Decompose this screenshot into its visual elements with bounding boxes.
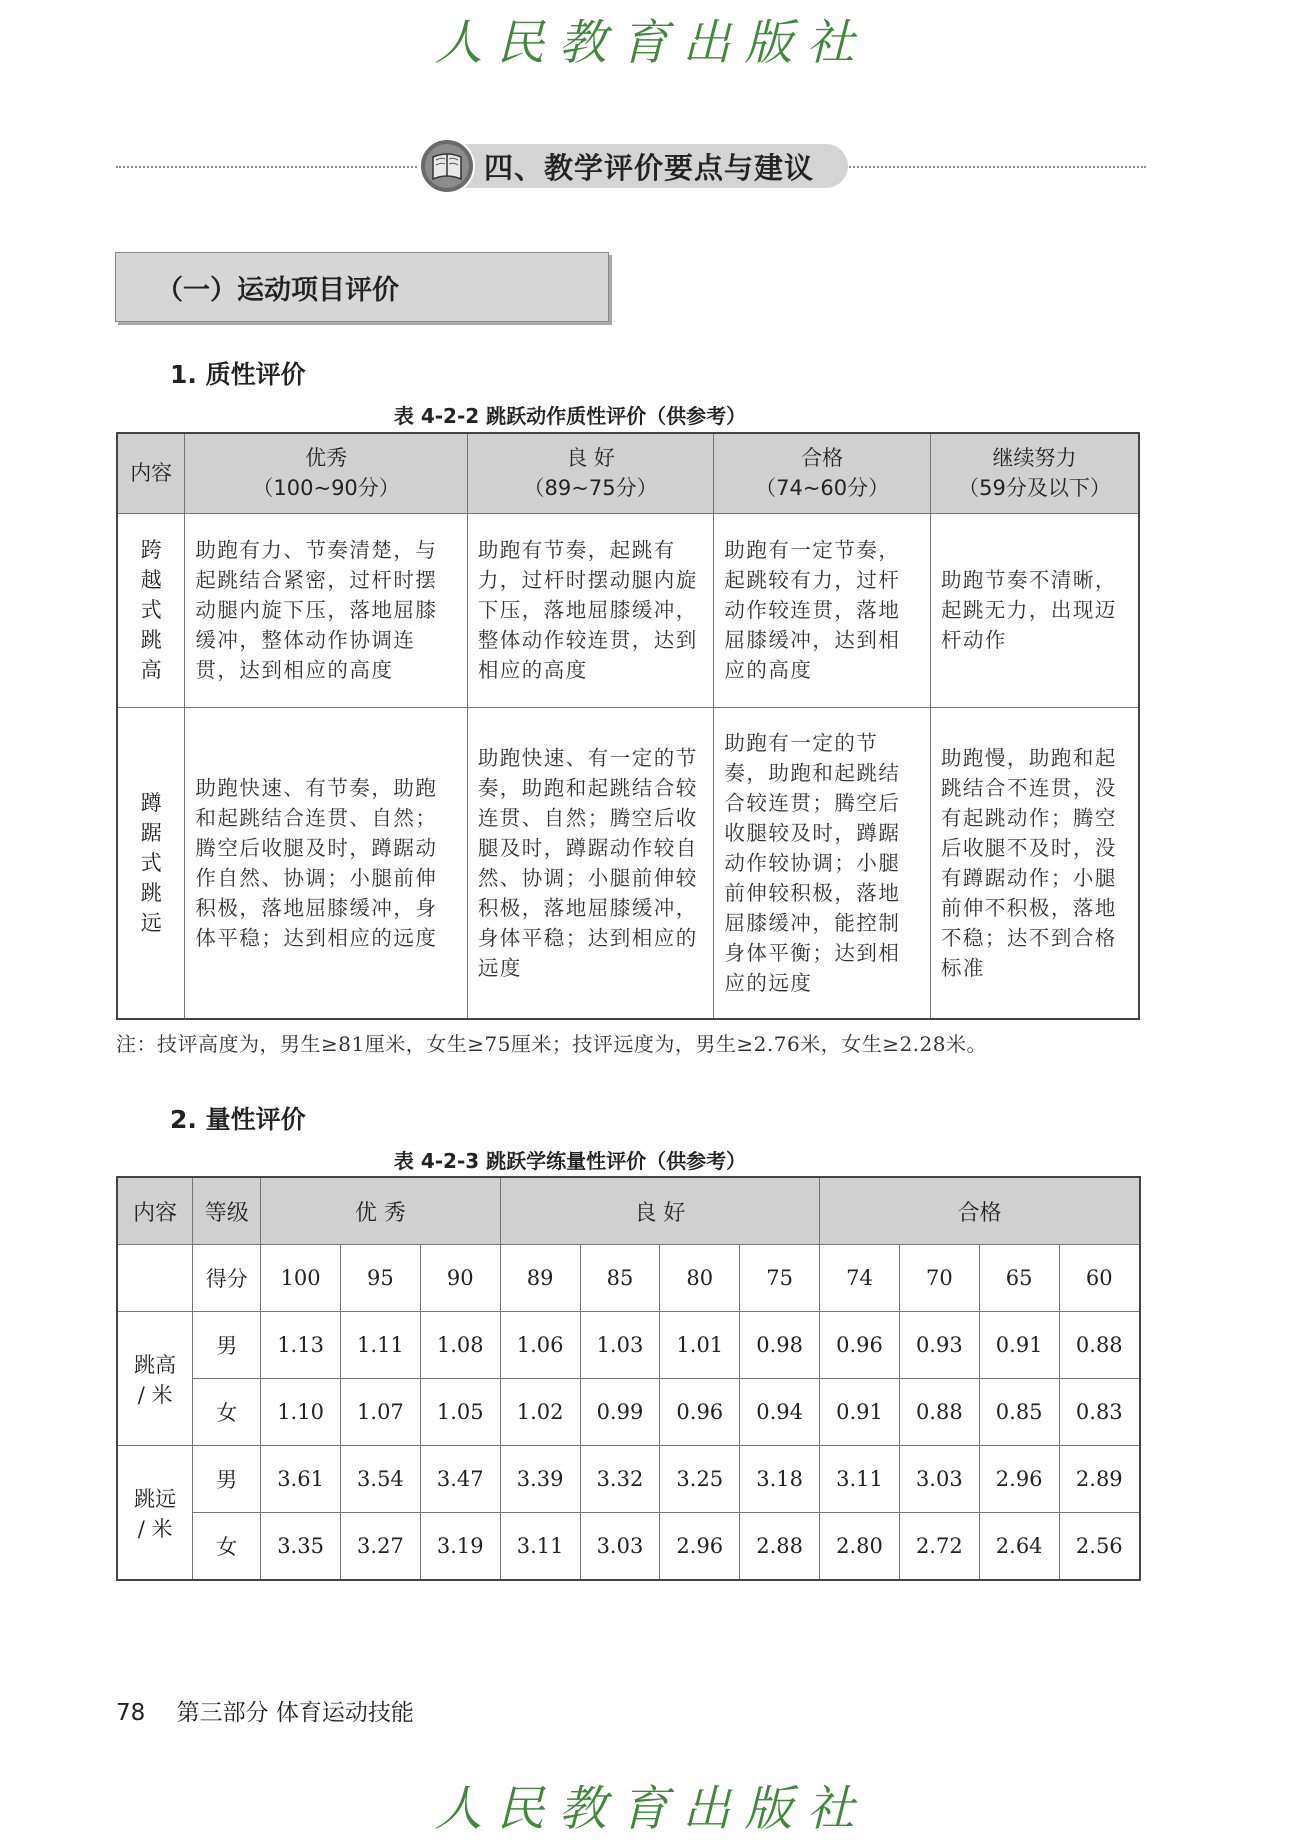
table-cell: 1.13 bbox=[261, 1312, 341, 1379]
table-cell: 2.56 bbox=[1059, 1513, 1140, 1581]
score-cell: 85 bbox=[580, 1245, 660, 1312]
score-label: 得分 bbox=[193, 1245, 261, 1312]
table-cell: 0.96 bbox=[820, 1312, 900, 1379]
table-row bbox=[117, 513, 1139, 707]
section-title: 四、教学评价要点与建议 bbox=[484, 150, 815, 185]
table-cell: 2.89 bbox=[1059, 1446, 1140, 1513]
table-cell: 1.05 bbox=[420, 1379, 500, 1446]
table-cell: 2.88 bbox=[740, 1513, 820, 1581]
dotted-divider-right bbox=[846, 166, 1146, 168]
table-cell: 1.02 bbox=[500, 1379, 580, 1446]
table-row bbox=[117, 1513, 1140, 1581]
table-cell: 3.18 bbox=[740, 1446, 820, 1513]
table-cell: 3.32 bbox=[580, 1446, 660, 1513]
table-cell: 0.85 bbox=[979, 1379, 1059, 1446]
table-cell: 0.88 bbox=[1059, 1312, 1140, 1379]
table-cell: 0.94 bbox=[740, 1379, 820, 1446]
table-cell: 2.96 bbox=[979, 1446, 1059, 1513]
table-cell: 0.93 bbox=[899, 1312, 979, 1379]
publisher-logo-bottom: 人民教育出版社 bbox=[434, 1781, 869, 1837]
table-cell: 助跑节奏不清晰，起跳无力，出现迈杆动作 bbox=[930, 513, 1139, 707]
table-cell: 2.64 bbox=[979, 1513, 1059, 1581]
table-cell: 1.06 bbox=[500, 1312, 580, 1379]
score-cell: 90 bbox=[420, 1245, 500, 1312]
table-cell: 助跑快速、有节奏，助跑和起跳结合连贯、自然；腾空后收腿及时，蹲踞动作自然、协调；小腿前伸积极，落地屈膝缓冲，身体平稳；达到相应的远度 bbox=[185, 707, 467, 1019]
header-excellent: 优 秀 bbox=[261, 1177, 501, 1245]
dotted-divider-left bbox=[116, 166, 432, 168]
group-label-high-jump: 跳高 / 米 bbox=[117, 1312, 193, 1446]
row-label-long-jump: 蹲踞式跳远 bbox=[117, 707, 185, 1019]
table-cell: 2.80 bbox=[820, 1513, 900, 1581]
table-note: 注：技评高度为，男生≥81厘米，女生≥75厘米；技评远度为，男生≥2.76米，女生≥2.28米。 bbox=[116, 1032, 987, 1056]
score-cell: 89 bbox=[500, 1245, 580, 1312]
table-cell: 助跑有节奏，起跳有力，过杆时摆动腿内旋下压，落地屈膝缓冲，整体动作较连贯，达到相应的高度 bbox=[467, 513, 714, 707]
table-cell: 助跑有力、节奏清楚，与起跳结合紧密，过杆时摆动腿内旋下压，落地屈膝缓冲，整体动作协调连贯，达到相应的高度 bbox=[185, 513, 467, 707]
header-pass: 合格 bbox=[820, 1177, 1140, 1245]
table-cell: 0.91 bbox=[820, 1379, 900, 1446]
table-cell: 3.54 bbox=[341, 1446, 421, 1513]
table-cell: 2.72 bbox=[899, 1513, 979, 1581]
table-cell: 0.91 bbox=[979, 1312, 1059, 1379]
table-cell: 1.10 bbox=[261, 1379, 341, 1446]
table-cell: 3.03 bbox=[580, 1513, 660, 1581]
sex-label: 女 bbox=[193, 1379, 261, 1446]
score-cell: 75 bbox=[740, 1245, 820, 1312]
group-label-long-jump: 跳远 / 米 bbox=[117, 1446, 193, 1581]
subsection-title: （一）运动项目评价 bbox=[156, 274, 399, 306]
header-good: 良 好 bbox=[500, 1177, 819, 1245]
qualitative-evaluation-table bbox=[116, 432, 1140, 1020]
score-cell: 80 bbox=[660, 1245, 740, 1312]
qualitative-table-caption: 表 4-2-2 跳跃动作质性评价（供参考） bbox=[393, 404, 747, 428]
table-cell: 0.98 bbox=[740, 1312, 820, 1379]
table-cell: 助跑有一定节奏，起跳较有力，过杆动作较连贯，落地屈膝缓冲，达到相应的高度 bbox=[714, 513, 931, 707]
quantitative-table-caption: 表 4-2-3 跳跃学练量性评价（供参考） bbox=[393, 1149, 747, 1173]
table-cell: 1.08 bbox=[420, 1312, 500, 1379]
table-cell: 3.61 bbox=[261, 1446, 341, 1513]
table-cell: 3.25 bbox=[660, 1446, 740, 1513]
book-icon bbox=[418, 137, 476, 195]
quantitative-heading: 2. 量性评价 bbox=[170, 1105, 306, 1134]
sex-label: 男 bbox=[193, 1446, 261, 1513]
row-label-high-jump: 跨越式跳高 bbox=[117, 513, 185, 707]
qualitative-heading: 1. 质性评价 bbox=[170, 360, 306, 389]
table-cell: 3.11 bbox=[500, 1513, 580, 1581]
table-row bbox=[117, 1312, 1140, 1379]
table-row bbox=[117, 1379, 1140, 1446]
table-cell: 3.39 bbox=[500, 1446, 580, 1513]
table-header-row bbox=[117, 1177, 1140, 1245]
score-cell: 70 bbox=[899, 1245, 979, 1312]
table-cell: 0.96 bbox=[660, 1379, 740, 1446]
table-cell: 助跑快速、有一定的节奏，助跑和起跳结合较连贯、自然；腾空后收腿及时，蹲踞动作较自然、协调；小腿前伸较积极，落地屈膝缓冲，身体平稳；达到相应的远度 bbox=[467, 707, 714, 1019]
score-cell: 95 bbox=[341, 1245, 421, 1312]
table-cell: 助跑有一定的节奏，助跑和起跳结合较连贯；腾空后收腿较及时，蹲踞动作较协调；小腿前伸较积极，落地屈膝缓冲，能控制身体平衡；达到相应的远度 bbox=[714, 707, 931, 1019]
table-cell: 3.35 bbox=[261, 1513, 341, 1581]
sex-label: 女 bbox=[193, 1513, 261, 1581]
score-cell: 100 bbox=[261, 1245, 341, 1312]
table-cell: 2.96 bbox=[660, 1513, 740, 1581]
table-cell: 助跑慢，助跑和起跳结合不连贯，没有起跳动作；腾空后收腿不及时，没有蹲踞动作；小腿前伸不积极，落地不稳；达不到合格标准 bbox=[930, 707, 1139, 1019]
table-cell: 1.01 bbox=[660, 1312, 740, 1379]
table-cell: 3.11 bbox=[820, 1446, 900, 1513]
header-content: 内容 bbox=[117, 1177, 193, 1245]
table-row bbox=[117, 707, 1139, 1019]
page-number: 78 bbox=[116, 1700, 146, 1726]
column-header-content: 内容 bbox=[117, 433, 185, 513]
table-cell: 1.07 bbox=[341, 1379, 421, 1446]
table-cell bbox=[117, 1245, 193, 1312]
column-header-excellent: 优秀 （100~90分） bbox=[185, 433, 467, 513]
sex-label: 男 bbox=[193, 1312, 261, 1379]
table-cell: 3.03 bbox=[899, 1446, 979, 1513]
subsection-box bbox=[115, 252, 609, 322]
header-grade: 等级 bbox=[193, 1177, 261, 1245]
section-banner bbox=[424, 144, 848, 188]
column-header-pass: 合格 （74~60分） bbox=[714, 433, 931, 513]
table-cell: 3.27 bbox=[341, 1513, 421, 1581]
score-cell: 60 bbox=[1059, 1245, 1140, 1312]
table-cell: 0.83 bbox=[1059, 1379, 1140, 1446]
publisher-logo: 人民教育出版社 bbox=[434, 15, 869, 71]
table-cell: 0.88 bbox=[899, 1379, 979, 1446]
score-row bbox=[117, 1245, 1140, 1312]
column-header-good: 良 好 （89~75分） bbox=[467, 433, 714, 513]
table-cell: 3.47 bbox=[420, 1446, 500, 1513]
score-cell: 74 bbox=[820, 1245, 900, 1312]
table-cell: 3.19 bbox=[420, 1513, 500, 1581]
table-cell: 1.03 bbox=[580, 1312, 660, 1379]
part-title: 第三部分 体育运动技能 bbox=[176, 1700, 414, 1726]
column-header-keep-trying: 继续努力 （59分及以下） bbox=[930, 433, 1139, 513]
table-row bbox=[117, 1446, 1140, 1513]
table-cell: 1.11 bbox=[341, 1312, 421, 1379]
quantitative-evaluation-table bbox=[116, 1176, 1141, 1581]
score-cell: 65 bbox=[979, 1245, 1059, 1312]
table-cell: 0.99 bbox=[580, 1379, 660, 1446]
page-footer bbox=[116, 1694, 414, 1727]
